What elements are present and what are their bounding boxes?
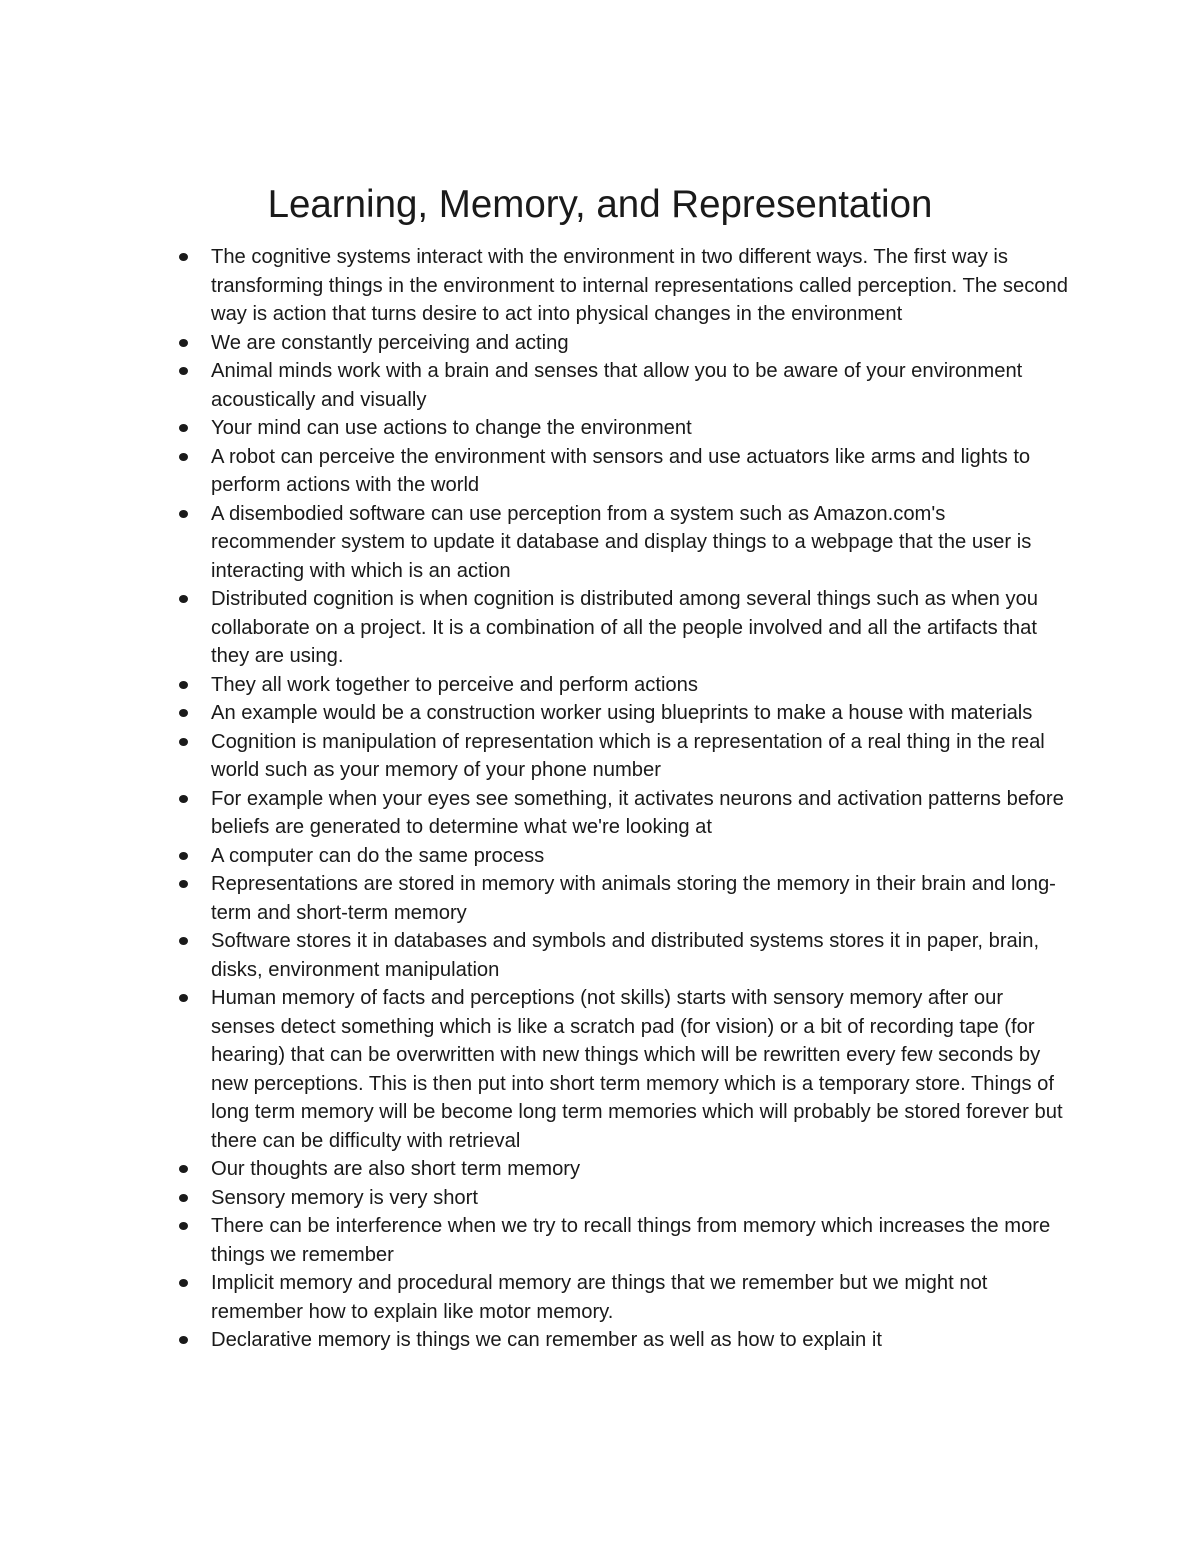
bullet-dot-icon <box>179 1222 188 1230</box>
bullet-dot-icon <box>179 367 188 375</box>
list-item <box>211 585 1071 671</box>
list-item <box>211 842 1071 871</box>
list-item-text: Sensory memory is very short <box>211 1186 478 1209</box>
bullet-list <box>211 243 1071 1355</box>
list-item-text: Declarative memory is things we can remember as well as how to explain it <box>211 1329 882 1351</box>
list-item-text: A robot can perceive the environment with sensors and use actuators like arms and lights to perform actions with the world <box>211 445 1031 496</box>
list-item-text: For example when your eyes see something, it activates neurons and activation patterns before beliefs are generated to determine what we're looking at <box>211 787 1064 838</box>
list-item <box>211 785 1071 842</box>
list-item-text: Representations are stored in memory with animals storing the memory in their brain and long-term and short-term memory <box>211 873 1056 924</box>
bullet-dot-icon <box>179 937 188 945</box>
list-item-text: We are constantly perceiving and acting <box>211 331 569 354</box>
list-item <box>211 243 1071 329</box>
bullet-dot-icon <box>179 595 188 603</box>
list-item <box>211 1212 1071 1269</box>
list-item-text: Software stores it in databases and symbols and distributed systems stores it in paper, brain, disks, environment manipulation <box>211 930 1040 981</box>
bullet-dot-icon <box>179 339 188 347</box>
list-item <box>211 500 1071 586</box>
list-item <box>211 1326 1071 1355</box>
list-item-text: An example would be a construction worker using blueprints to make a house with materials <box>211 702 1033 724</box>
bullet-dot-icon <box>179 253 188 261</box>
bullet-dot-icon <box>179 453 188 461</box>
list-item <box>211 414 1071 443</box>
list-item-text: Our thoughts are also short term memory <box>211 1158 581 1180</box>
list-item <box>211 927 1071 984</box>
list-item <box>211 984 1071 1155</box>
list-item <box>211 699 1071 728</box>
list-item-text: The cognitive systems interact with the environment in two different ways. The first way is transforming things in the environment to internal representations called perception. The second way is action that turns desire to act into physical changes in the environment <box>211 246 1068 325</box>
bullet-dot-icon <box>179 681 188 689</box>
bullet-dot-icon <box>179 510 188 518</box>
bullet-dot-icon <box>179 852 188 860</box>
list-item <box>211 357 1071 414</box>
list-item-text: Cognition is manipulation of representation which is a representation of a real thing in the real world such as your memory of your phone number <box>211 730 1045 781</box>
bullet-dot-icon <box>179 1165 188 1173</box>
list-item-text: There can be interference when we try to recall things from memory which increases the more things we remember <box>211 1215 1051 1266</box>
list-item <box>211 728 1071 785</box>
bullet-dot-icon <box>179 1336 188 1344</box>
bullet-dot-icon <box>179 994 188 1002</box>
list-item <box>211 1155 1071 1184</box>
list-item <box>211 870 1071 927</box>
list-item <box>211 443 1071 500</box>
list-item-text: Human memory of facts and perceptions (not skills) starts with sensory memory after our senses detect something which is like a scratch pad (for vision) or a bit of recording tape (for hearing) that can be overwritten with new things which will be rewritten every few seconds by new perceptions. This is then put into short term memory which is a temporary store. Things of long term memory will be become long term memories which will probably be stored forever but there can be difficulty with retrieval <box>211 987 1063 1152</box>
list-item-text: A computer can do the same process <box>211 844 545 867</box>
bullet-dot-icon <box>179 738 188 746</box>
bullet-dot-icon <box>179 1194 188 1202</box>
list-item <box>211 1269 1071 1326</box>
bullet-dot-icon <box>179 880 188 888</box>
document-title: Learning, Memory, and Representation <box>267 183 933 226</box>
bullet-dot-icon <box>179 709 188 717</box>
list-item-text: Distributed cognition is when cognition is distributed among several things such as when you collaborate on a project. It is a combination of all the people involved and all the artifacts that they are using. <box>211 588 1039 667</box>
list-item-text: Your mind can use actions to change the environment <box>211 417 692 439</box>
list-item-text: They all work together to perceive and perform actions <box>211 673 698 696</box>
list-item-text: Animal minds work with a brain and senses that allow you to be aware of your environment acoustically and visually <box>211 360 1023 411</box>
bullet-dot-icon <box>179 1279 188 1287</box>
list-item <box>211 1184 1071 1213</box>
list-item-text: Implicit memory and procedural memory are things that we remember but we might not remember how to explain like motor memory. <box>211 1272 988 1323</box>
bullet-dot-icon <box>179 795 188 803</box>
list-item-text: A disembodied software can use perception from a system such as Amazon.com's recommender system to update it database and display things to a webpage that the user is interacting with which is an action <box>211 502 1032 582</box>
bullet-dot-icon <box>179 424 188 432</box>
list-item <box>211 329 1071 358</box>
list-item <box>211 671 1071 700</box>
